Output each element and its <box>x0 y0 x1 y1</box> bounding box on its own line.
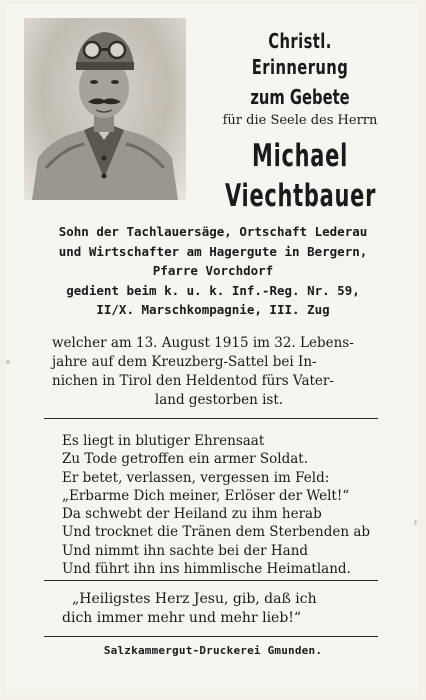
info-line: gedient beim k. u. k. Inf.-Reg. Nr. 59, <box>66 282 360 298</box>
info-line: Sohn der Tachlauersäge, Ortschaft Lederau <box>58 224 368 239</box>
poem-line: Und führt ihn ins himmlische Heimatland. <box>62 561 351 578</box>
death-line: jahre auf dem Kreuzberg-Sattel bei In- <box>52 354 317 370</box>
soldier-portrait-image <box>24 18 186 200</box>
last-name: Viechtbauer <box>225 178 377 214</box>
paper-speck <box>414 520 417 525</box>
biographical-info <box>0 222 426 320</box>
paper-speck <box>6 360 10 364</box>
poem-line: Er betet, verlassen, vergessen im Feld: <box>62 469 330 486</box>
death-line: welcher am 13. August 1915 im 32. Lebens- <box>52 335 354 351</box>
first-name: Michael <box>252 138 348 174</box>
portrait-photo <box>24 18 186 200</box>
heading-line-2: zum Gebete <box>250 85 350 109</box>
heading-line-1: Christl. Erinnerung <box>251 29 349 79</box>
info-line: und Wirtschafter am Hagergute in Bergern, <box>58 243 368 259</box>
prayer-line: dich immer mehr und mehr lieb!“ <box>62 610 302 626</box>
printer-imprint: Salzkammergut-Druckerei Gmunden. <box>103 644 323 657</box>
title-block <box>200 28 400 216</box>
death-line: nichen in Tirol den Heldentod fürs Vater- <box>52 373 334 389</box>
divider <box>44 636 378 637</box>
poem-line: Und trocknet die Tränen dem Sterbenden ab <box>62 524 371 541</box>
divider <box>44 580 378 581</box>
prayer-line: „Heiligstes Herz Jesu, gib, daß ich <box>72 591 317 607</box>
info-line: Pfarre Vorchdorf <box>152 263 274 278</box>
death-line: land gestorben ist. <box>154 392 284 408</box>
divider <box>44 418 378 419</box>
heading-line-3: für die Seele des Herrn <box>222 113 378 128</box>
death-notice <box>52 334 380 410</box>
poem-line: „Erbarme Dich meiner, Erlöser der Welt!“ <box>62 487 350 504</box>
poem-line: Zu Tode getroffen ein armer Soldat. <box>62 451 309 468</box>
poem-line: Es liegt in blutiger Ehrensaat <box>62 433 265 449</box>
poem-line: Und nimmt ihn sachte bei der Hand <box>62 542 309 559</box>
poem-line: Da schwebt der Heiland zu ihm herab <box>62 506 322 523</box>
prayer <box>62 590 382 628</box>
poem <box>62 432 382 578</box>
info-line: II/X. Marschkompagnie, III. Zug <box>96 302 330 317</box>
